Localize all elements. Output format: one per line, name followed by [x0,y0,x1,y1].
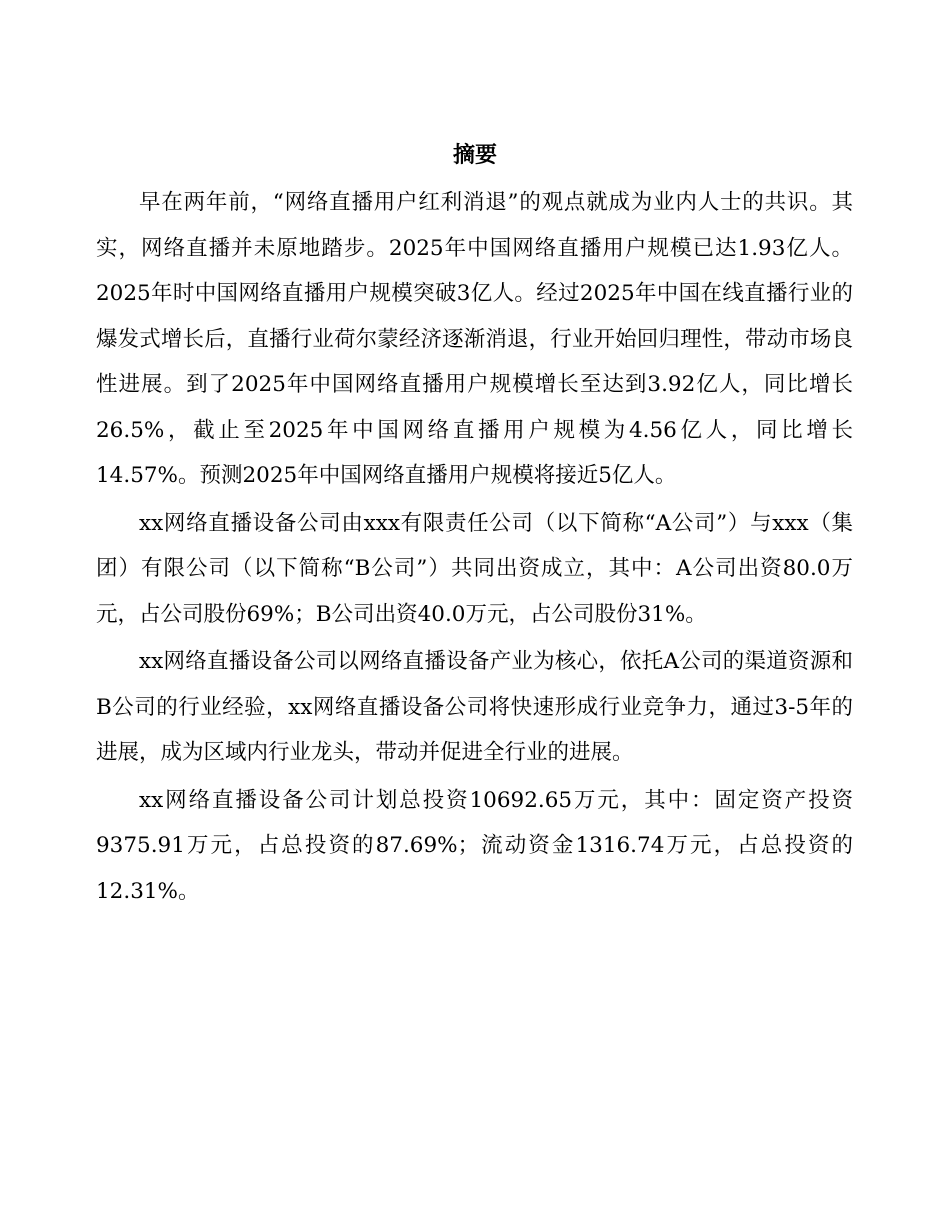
paragraph-investment: xx网络直播设备公司计划总投资10692.65万元，其中：固定资产投资9375.91万元，占总投资的87.69%；流动资金1316.74万元，占总投资的12.31%。 [96,787,853,904]
document-body [96,180,853,916]
paragraph-company-strategy: xx网络直播设备公司以网络直播设备产业为核心，依托A公司的渠道资源和B公司的行业经验，xx网络直播设备公司将快速形成行业竞争力，通过3-5年的进展，成为区域内行业龙头，带动并促进全行业的进展。 [96,649,853,765]
paragraph-company-founding: xx网络直播设备公司由xxx有限责任公司（以下简称“A公司”）与xxx（集团）有限公司（以下简称“B公司”）共同出资成立，其中：A公司出资80.0万元，占公司股份69%；B公司出资40.0万元，占公司股份31%。 [96,510,853,627]
document-title: 摘要 [452,143,497,168]
paragraph-user-growth: 早在两年前，“网络直播用户红利消退”的观点就成为业内人士的共识。其实，网络直播并未原地踏步。2025年中国网络直播用户规模已达1.93亿人。2025年时中国网络直播用户规模突破3亿人。经过2025年中国在线直播行业的爆发式增长后，直播行业荷尔蒙经济逐渐消退，行业开始回归理性，带动市场良性进展。到了2025年中国网络直播用户规模增长至达到3.92亿人，同比增长26.5%，截止至2025年中国网络直播用户规模为4.56亿人，同比增长14.57%。预测2025年中国网络直播用户规模将接近5亿人。 [96,190,853,488]
